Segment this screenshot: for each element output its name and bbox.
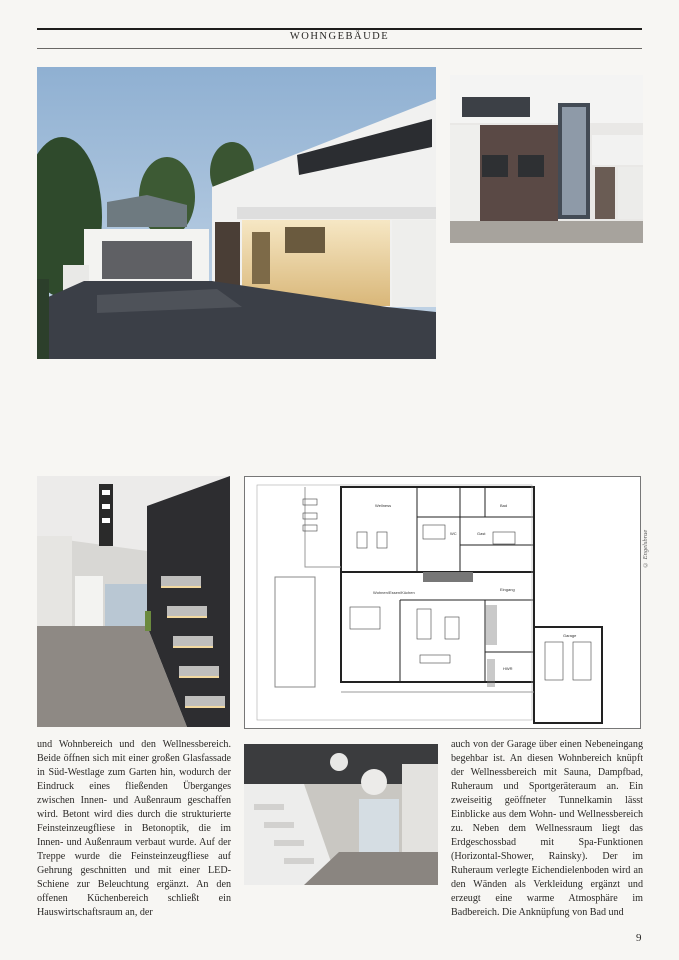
exterior-house-photo xyxy=(37,67,436,359)
paragraph: auch von der Garage über einen Nebeneingang begehbar ist. An diesen Wohnbereich knüpft der Wellnessbereich mit Sauna, Dampfbad, Ruheraum und Sportgeräteraum an. Ein zweiseitig geöffneter Tunnelkamin lässt Einblicke aus dem Wohn- und Wellnessbereich zu. Neben dem Wellnessraum liegt das Erdgeschossbad mit Spa-Funktionen (Horizontal-Shower, Rainsky). Der im Ruheraum verlegte Eichendielenboden wird an den Wänden als Verkleidung ergänzt und erzeugt eine warme Atmosphäre im Badbereich. Die Anknüpfung von Bad und xyxy=(451,739,643,918)
header-rule-bottom xyxy=(37,48,642,49)
plan-label-eingang: Eingang xyxy=(500,587,515,592)
plan-label-garage: Garage xyxy=(563,633,577,638)
paragraph: und Wohnbereich und den Wellnessbereich. Beide öffnen sich mit einer großen Glasfassade in Süd-Westlage zum Garten hin, wodurch der Eindruck eines fließenden Überganges zwischen Innen- und Außenraum geschaffen wird. Betont wird dies durch die strukturierte Feinsteinzeugfliese in Betonoptik, die im Innen- und Außenraum verbaut wurde. Auf der Treppe wurde die Feinsteinzeugfliese auf Gehrung geschnitten und mit einer LED-Schiene zur Beleuchtung ergänzt. An den offenen Küchenbereich schließt ein Hauswirtschaftsraum an, der xyxy=(37,739,231,918)
interior-stair-view-photo xyxy=(244,744,438,885)
plan-label-gast: Gast xyxy=(477,531,486,536)
plan-label-wc: WC xyxy=(450,531,457,536)
text-column-right xyxy=(451,738,643,920)
page-number: 9 xyxy=(636,932,642,944)
section-header: WOHNGEBÄUDE xyxy=(289,31,390,42)
photo-credit: © Engelsbrue xyxy=(642,529,649,568)
plan-label-hwr: HWR xyxy=(503,666,513,671)
interior-staircase-photo xyxy=(37,476,230,727)
plan-label-wohnen: Wohnen/Essen/Küchen xyxy=(373,590,415,595)
brick-facade-photo xyxy=(450,75,643,243)
floor-plan xyxy=(244,476,641,729)
header-rule-top xyxy=(37,28,642,30)
plan-label-bad: Bad xyxy=(500,503,508,508)
plan-label-wellness: Wellness xyxy=(375,503,392,508)
text-column-left xyxy=(37,738,231,920)
